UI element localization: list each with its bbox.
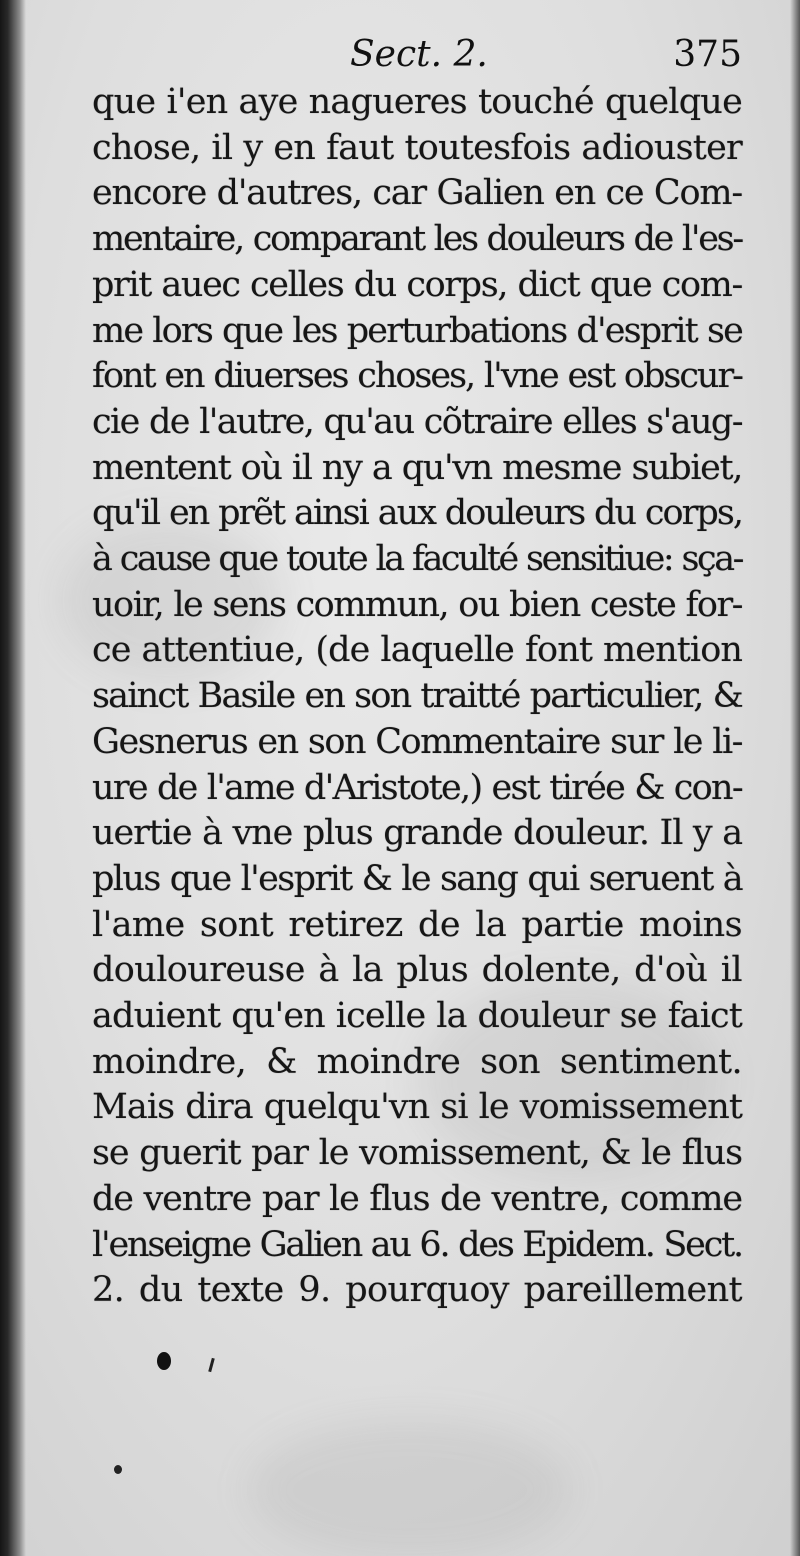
text-line: 2. du texte 9. pourquoy pareillement	[92, 1270, 742, 1311]
text-line: plus que l'esprit & le sang qui seruent à	[92, 858, 742, 899]
text-line: Mais dira quelqu'vn si le vomissement	[92, 1087, 742, 1128]
running-head: Sect. 2.	[350, 34, 488, 75]
text-line: qu'il en prẽt ainsi aux douleurs du corps,	[92, 493, 742, 534]
page-edge-shadow	[790, 0, 800, 1556]
text-line: uertie à vne plus grande douleur. Il y a	[92, 813, 742, 854]
text-line: font en diuerses choses, l'vne est obscur-	[92, 356, 742, 397]
page-number: 375	[673, 34, 742, 75]
text-line: que i'en aye nagueres touché quelque	[92, 82, 742, 122]
text-line: uoir, le sens commun, ou bien ceste for-	[92, 584, 742, 625]
text-line: me lors que les perturbations d'esprit se	[92, 310, 742, 351]
text-line: mentent où il ny a qu'vn mesme subiet,	[92, 447, 742, 488]
body-text	[92, 80, 742, 1314]
ink-mark	[208, 1358, 215, 1372]
text-line: cie de l'autre, qu'au cõtraire elles s'aug-	[92, 401, 742, 442]
page-header	[92, 28, 742, 88]
text-line: aduient qu'en icelle la douleur se faict	[92, 996, 742, 1037]
ink-blot	[114, 1465, 122, 1474]
text-line: de ventre par le flus de ventre, comme	[92, 1178, 742, 1219]
text-line: chose, il y en faut toutesfois adiouster	[92, 127, 742, 168]
text-line: l'ame sont retirez de la partie moins	[92, 904, 742, 945]
text-line: se guerit par le vomissement, & le flus	[92, 1133, 742, 1174]
text-line: à cause que toute la faculté sensitiue: sça-	[92, 539, 742, 580]
text-line: ce attentiue, (de laquelle font mention	[92, 630, 742, 671]
text-line: prit auec celles du corps, dict que com-	[92, 264, 742, 305]
text-line: mentaire, comparant les douleurs de l'es-	[92, 219, 742, 260]
ink-blot	[157, 1352, 171, 1370]
page-binding-shadow	[0, 0, 26, 1556]
text-line: ure de l'ame d'Aristote,) est tirée & con-	[92, 767, 742, 808]
text-line: douloureuse à la plus dolente, d'où il	[92, 950, 742, 991]
paper-stain	[250, 1420, 570, 1556]
text-line: moindre, & moindre son sentiment.	[92, 1041, 742, 1082]
text-line: encore d'autres, car Galien en ce Com-	[92, 173, 742, 214]
text-line: Gesnerus en son Commentaire sur le li-	[92, 721, 742, 762]
text-line: sainct Basile en son traitté particulier, &	[92, 676, 742, 717]
text-line: l'enseigne Galien au 6. des Epidem. Sect.	[92, 1224, 742, 1265]
